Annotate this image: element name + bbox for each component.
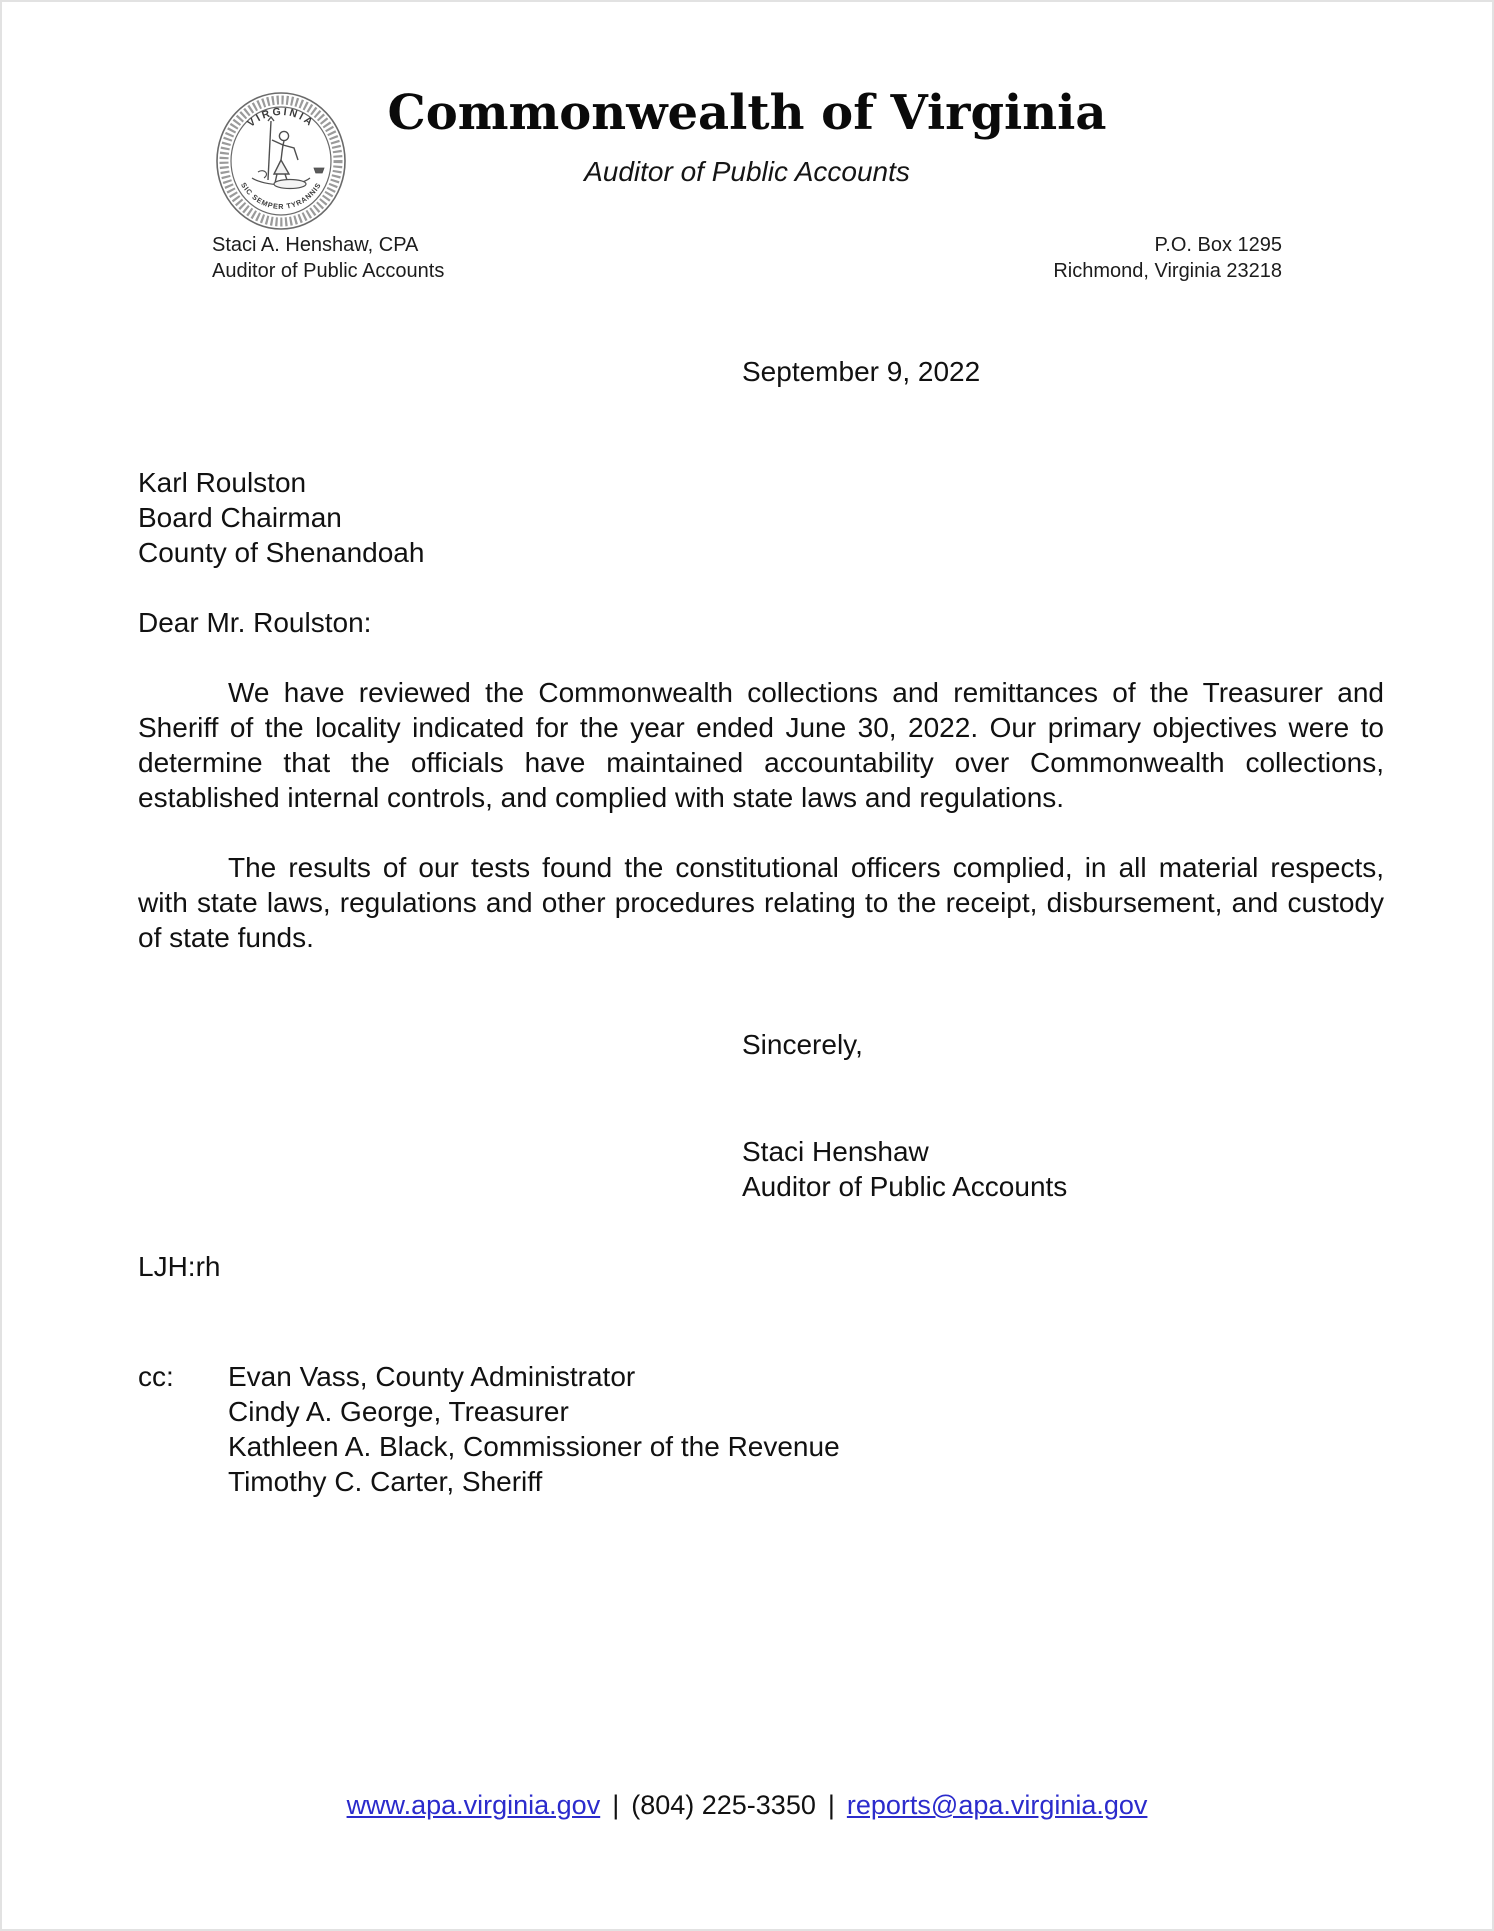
paragraph-2: The results of our tests found the constitutional officers complied, in all material respects, with state laws, regulations and other procedures relating to the receipt, disbursement, and custody of state funds. xyxy=(138,852,1384,954)
cc-label: cc: xyxy=(138,1361,174,1393)
recipient-name: Karl Roulston xyxy=(138,467,307,499)
virginia-state-seal-icon xyxy=(214,90,348,232)
cc-item: Timothy C. Carter, Sheriff xyxy=(228,1466,543,1498)
page-footer xyxy=(2,1790,1492,1821)
cc-list xyxy=(228,1359,840,1499)
recipient-block xyxy=(138,465,1384,570)
auditor-title: Auditor of Public Accounts xyxy=(212,260,445,283)
seal-bottom-text: SIC SEMPER TYRANNIS xyxy=(239,180,323,212)
auditor-contact-block xyxy=(212,232,444,284)
paragraph-1: We have reviewed the Commonwealth collections and remittances of the Treasurer and Sheriff of the locality indicated for the year ended June 30, 2022. Our primary objectives were to determine that the officials have maintained accountability over Commonwealth collections, established internal controls, and complied with state laws and regulations. xyxy=(138,677,1384,814)
email-link[interactable]: reports@apa.virginia.gov xyxy=(846,1790,1148,1820)
salutation: Dear Mr. Roulston: xyxy=(138,607,372,639)
city-state-zip-line: Richmond, Virginia 23218 xyxy=(1053,260,1282,283)
cc-item: Cindy A. George, Treasurer xyxy=(228,1396,569,1428)
agency-subtitle: Auditor of Public Accounts xyxy=(584,156,910,188)
phone-number: (804) 225-3350 xyxy=(631,1790,816,1820)
website-link[interactable]: www.apa.virginia.gov xyxy=(346,1790,601,1820)
po-box-line: P.O. Box 1295 xyxy=(1154,234,1282,257)
cc-item: Evan Vass, County Administrator xyxy=(228,1361,636,1393)
seal-top-text: VIRGINIA xyxy=(245,105,317,130)
seal-fallen-crown xyxy=(314,168,324,173)
closing-word: Sincerely, xyxy=(742,1029,863,1061)
signature-name: Staci Henshaw xyxy=(742,1136,929,1168)
footer-separator: | xyxy=(827,1790,835,1820)
recipient-locality: County of Shenandoah xyxy=(138,537,425,569)
cc-block xyxy=(138,1359,1384,1499)
office-address-block xyxy=(1053,232,1282,284)
signature-title: Auditor of Public Accounts xyxy=(742,1171,1068,1203)
closing-block xyxy=(742,1027,1384,1204)
recipient-title: Board Chairman xyxy=(138,502,342,534)
letter-date: September 9, 2022 xyxy=(742,356,981,388)
letter-body xyxy=(138,354,1384,1499)
cc-item: Kathleen A. Black, Commissioner of the Revenue xyxy=(228,1431,840,1463)
footer-separator: | xyxy=(612,1790,620,1820)
auditor-name: Staci A. Henshaw, CPA xyxy=(212,234,419,257)
signature-space xyxy=(742,1062,1384,1134)
letterhead xyxy=(2,2,1492,284)
reference-initials: LJH:rh xyxy=(138,1251,221,1283)
letterhead-address-row xyxy=(2,232,1492,284)
page-title: Commonwealth of Virginia xyxy=(387,85,1107,141)
